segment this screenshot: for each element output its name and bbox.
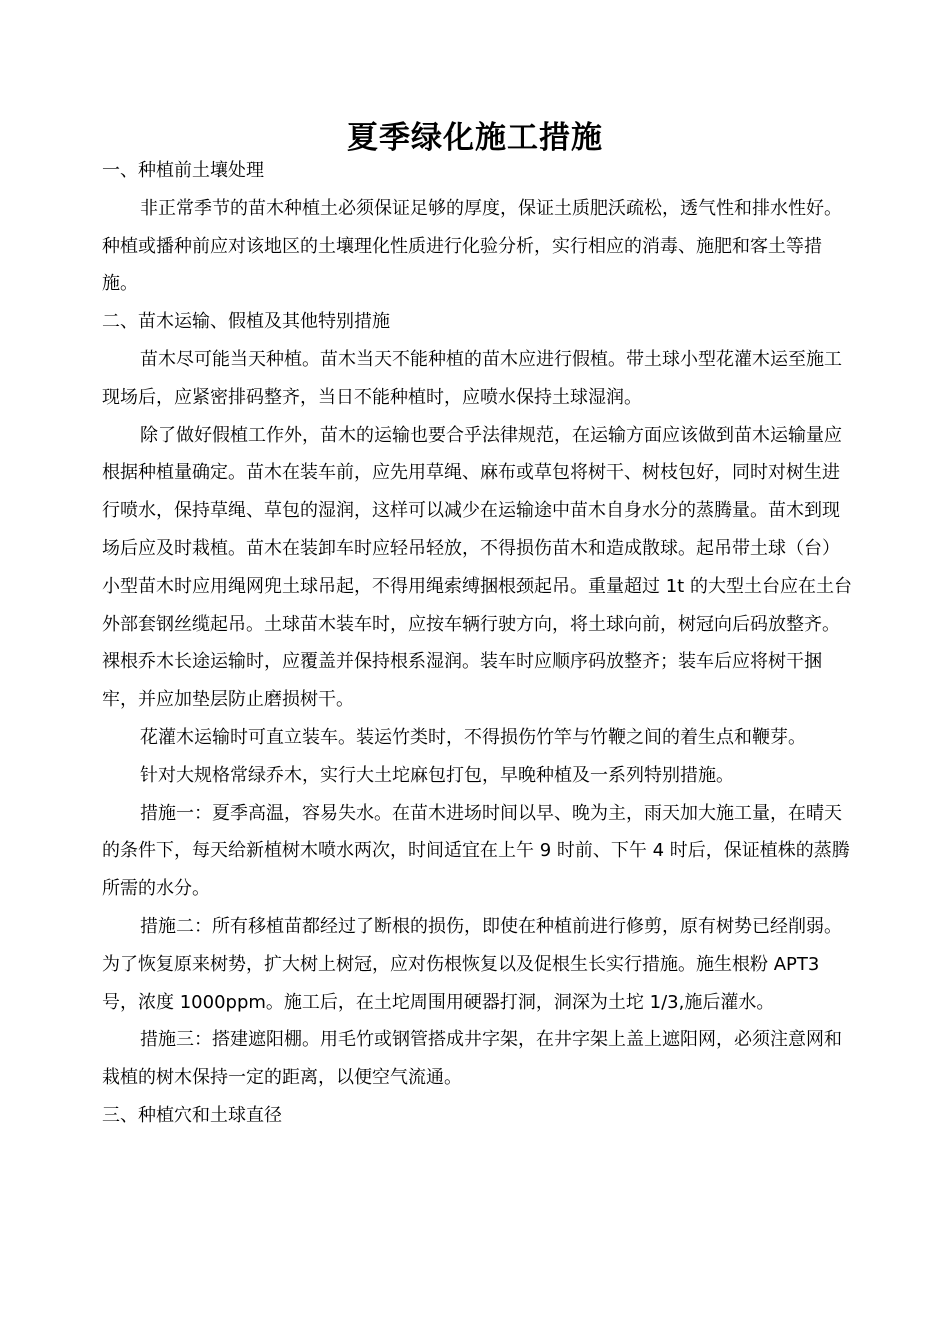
section-heading-1: 一、种植前土壤处理 (102, 160, 264, 181)
body-paragraph: 除了做好假植工作外，苗木的运输也要合乎法律规范，在运输方面应该做到苗木运输量应根据种植量确定。苗木在装车前，应先用草绳、麻布或草包将树干、树枝包好，同时对树生进行喷水，保持草绳、草包的湿润，这样可以减少在运输途中苗木自身水分的蒸腾量。苗木到现场后应及时栽植。苗木在装卸车时应轻吊轻放，不得损伤苗木和造成散球。起吊带土球（台）小型苗木时应用绳网兜土球吊起，不得用绳索缚捆根颈起吊。重量超过 1t 的大型土台应在土台外部套钢丝缆起吊。土球苗木装车时，应按车辆行驶方向，将土球向前，树冠向后码放整齐。裸根乔木长途运输时，应覆盖并保持根系湿润。装车时应顺序码放整齐；装车后应将树干捆牢，并应加垫层防止磨损树干。 (102, 424, 852, 711)
document-title: 夏季绿化施工措施 (347, 120, 603, 156)
section-heading-3: 三、种植穴和土球直径 (102, 1104, 282, 1126)
section-heading-2: 二、苗木运输、假植及其他特别措施 (102, 311, 390, 333)
body-paragraph: 花灌木运输时可直立装车。装运竹类时，不得损伤竹竿与竹鞭之间的着生点和鞭芽。 (140, 726, 806, 748)
measure-two-paragraph: 措施二：所有移植苗都经过了断根的损伤，即使在种植前进行修剪，原有树势已经削弱。为了恢复原来树势，扩大树上树冠，应对伤根恢复以及促根生长实行措施。施生根粉 APT3 号，浓度 1000ppm。施工后，在土坨周围用硬器打洞，洞深为土坨 1/3,施后灌水。 (102, 915, 842, 1013)
body-paragraph: 非正常季节的苗木种植土必须保证足够的厚度，保证土质肥沃疏松，透气性和排水性好。种植或播种前应对该地区的土壤理化性质进行化验分析，实行相应的消毒、施肥和客土等措施。 (102, 197, 842, 295)
measure-three-paragraph: 措施三：搭建遮阳棚。用毛竹或钢管搭成井字架，在井字架上盖上遮阳网，必须注意网和栽植的树木保持一定的距离，以便空气流通。 (102, 1029, 842, 1089)
body-paragraph: 苗木尽可能当天种植。苗木当天不能种植的苗木应进行假植。带土球小型花灌木运至施工现场后，应紧密排码整齐，当日不能种植时，应喷水保持土球湿润。 (102, 348, 842, 408)
measure-one-paragraph: 措施一：夏季高温，容易失水。在苗木进场时间以早、晚为主，雨天加大施工量，在晴天的条件下，每天给新植树木喷水两次，时间适宜在上午 9 时前、下午 4 时后，保证植株的蒸腾所需的水分。 (102, 802, 850, 900)
body-paragraph: 针对大规格常绿乔木，实行大土坨麻包打包，早晚种植及一系列特别措施。 (140, 764, 734, 786)
document-body (102, 152, 854, 1135)
